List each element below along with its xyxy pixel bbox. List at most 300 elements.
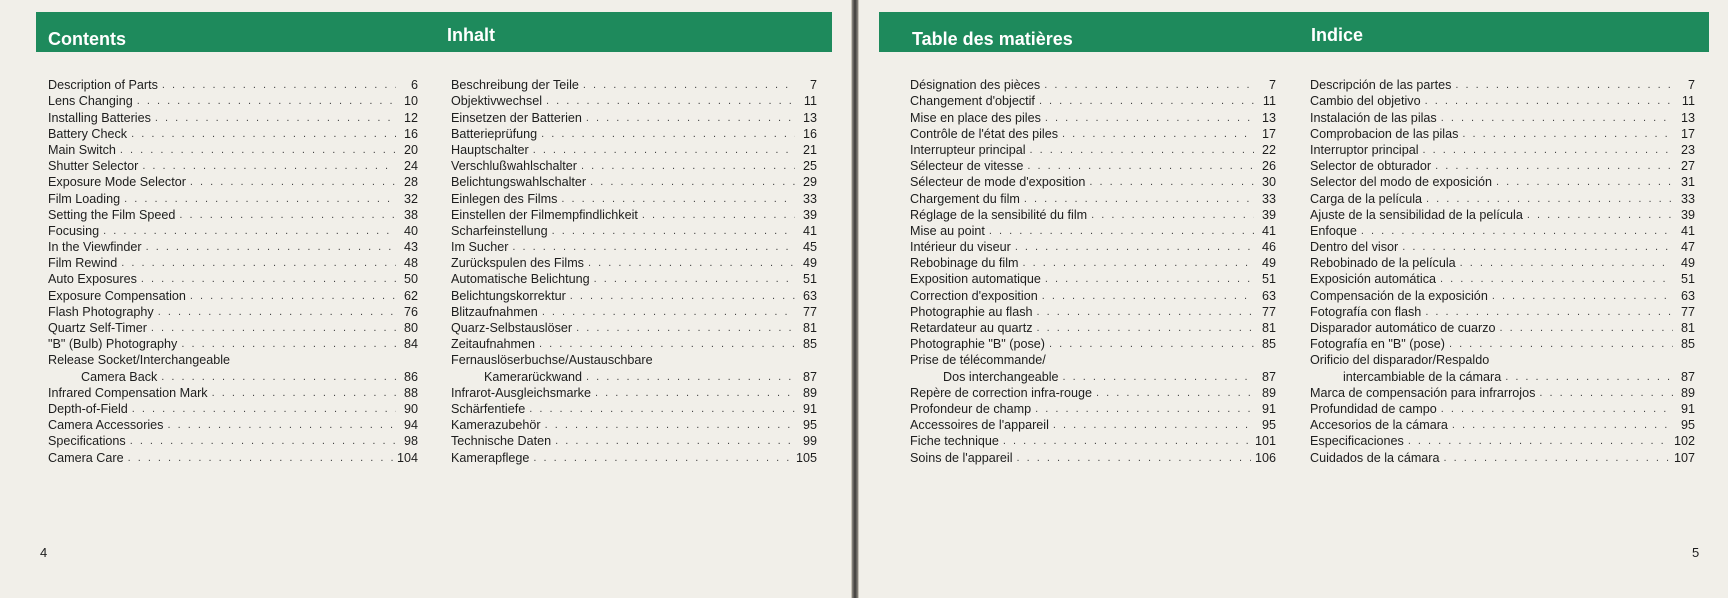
dot-leader xyxy=(1039,94,1254,109)
toc-entry-page: 16 xyxy=(403,126,418,141)
toc-entry xyxy=(910,368,1276,384)
toc-column-spanish xyxy=(1310,77,1695,466)
toc-entry xyxy=(48,304,418,320)
toc-entry xyxy=(451,174,817,190)
toc-entry-title: Auto Exposures xyxy=(48,272,137,287)
toc-entry xyxy=(1310,271,1695,287)
toc-entry xyxy=(451,449,817,465)
toc-entry-page: 12 xyxy=(403,110,418,125)
toc-entry xyxy=(451,352,817,368)
dot-leader xyxy=(989,224,1254,239)
toc-entry-page: 89 xyxy=(1680,385,1695,400)
toc-entry xyxy=(48,287,418,303)
toc-column-french xyxy=(910,77,1276,466)
toc-entry xyxy=(451,207,817,223)
toc-entry-page: 81 xyxy=(1680,321,1695,335)
toc-entry-title: Belichtungskorrektur xyxy=(451,288,566,303)
toc-entry-page: 10 xyxy=(403,94,418,109)
toc-entry-title: Comprobacion de las pilas xyxy=(1310,126,1459,141)
toc-entry xyxy=(910,352,1276,368)
toc-entry-title: Infrarot-Ausgleichsmarke xyxy=(451,385,591,400)
toc-entry-page: 86 xyxy=(403,369,418,384)
toc-entry-title: Zeitaufnahmen xyxy=(451,337,536,352)
toc-entry-title: Instalación de las pilas xyxy=(1310,110,1437,125)
toc-entry-title: Sélecteur de vitesse xyxy=(910,159,1024,174)
dot-leader xyxy=(190,175,396,190)
toc-entry-title: Blitzaufnahmen xyxy=(451,304,538,319)
dot-leader xyxy=(1045,272,1254,287)
dot-leader xyxy=(1440,272,1673,287)
dot-leader xyxy=(158,305,396,320)
toc-entry-title: Camera Care xyxy=(48,450,124,465)
toc-entry-page: 28 xyxy=(403,175,418,190)
toc-entry xyxy=(48,223,418,239)
toc-entry-title: Contrôle de l'état des piles xyxy=(910,126,1059,141)
toc-entry-title: Intérieur du viseur xyxy=(910,240,1011,255)
dot-leader xyxy=(1460,256,1673,271)
dot-leader xyxy=(1425,94,1673,109)
toc-entry-page: 13 xyxy=(1261,110,1276,125)
dot-leader xyxy=(1402,240,1673,255)
toc-entry xyxy=(451,401,817,417)
toc-entry-page: 81 xyxy=(1261,321,1276,335)
toc-entry xyxy=(451,77,817,93)
toc-entry-title: Einsetzen der Batterien xyxy=(451,110,582,125)
toc-entry-title: Batterieprüfung xyxy=(451,126,538,141)
toc-entry xyxy=(451,223,817,239)
toc-entry-page: 87 xyxy=(1680,369,1695,384)
dot-leader xyxy=(1030,143,1254,158)
toc-entry-title: Description of Parts xyxy=(48,78,158,93)
toc-entry xyxy=(1310,255,1695,271)
toc-entry-page: 26 xyxy=(1261,159,1276,174)
dot-leader xyxy=(124,192,396,207)
toc-entry-title: Depth-of-Field xyxy=(48,401,128,416)
toc-entry-page: 25 xyxy=(802,159,817,174)
toc-entry-page: 63 xyxy=(802,288,817,303)
toc-entry xyxy=(451,109,817,125)
toc-entry xyxy=(48,158,418,174)
dot-leader xyxy=(1044,78,1254,93)
dot-leader xyxy=(552,224,795,239)
toc-entry xyxy=(451,417,817,433)
right-page xyxy=(858,0,1728,598)
toc-entry xyxy=(48,352,418,368)
toc-entry-title: Cambio del objetivo xyxy=(1310,94,1421,109)
toc-entry-title: Quarz-Selbstauslöser xyxy=(451,321,573,335)
toc-entry-page: 16 xyxy=(802,126,817,141)
toc-entry-page: 11 xyxy=(1262,94,1276,109)
toc-entry-page: 90 xyxy=(403,401,418,416)
dot-leader xyxy=(1449,337,1673,352)
toc-entry-page: 95 xyxy=(1261,418,1276,433)
toc-entry xyxy=(1310,417,1695,433)
toc-entry-page: 104 xyxy=(396,450,418,465)
toc-entry xyxy=(48,93,418,109)
toc-entry xyxy=(451,239,817,255)
toc-entry xyxy=(1310,158,1695,174)
dot-leader xyxy=(167,418,396,433)
dot-leader xyxy=(1441,402,1673,417)
toc-entry-title: Exposición automática xyxy=(1310,272,1437,287)
dot-leader xyxy=(151,321,396,336)
dot-leader xyxy=(161,370,396,385)
toc-entry-page: 27 xyxy=(1680,159,1695,174)
toc-entry xyxy=(910,417,1276,433)
toc-entry-page: 81 xyxy=(802,321,817,335)
toc-entry-title: Infrared Compensation Mark xyxy=(48,385,208,400)
toc-entry-page: 80 xyxy=(403,321,418,335)
toc-entry-page: 91 xyxy=(802,401,817,416)
dot-leader xyxy=(1017,451,1251,466)
toc-entry-title: Installing Batteries xyxy=(48,110,151,125)
inhalt-heading: Inhalt xyxy=(447,25,495,45)
dot-leader xyxy=(588,256,795,271)
toc-entry xyxy=(1310,174,1695,190)
toc-entry-title: Dentro del visor xyxy=(1310,240,1399,255)
dot-leader xyxy=(642,208,795,223)
toc-entry-page: 98 xyxy=(403,434,418,449)
toc-entry-page: 85 xyxy=(1680,337,1695,352)
dot-leader xyxy=(1023,256,1254,271)
dot-leader xyxy=(1435,159,1673,174)
toc-entry-title: Zurückspulen des Films xyxy=(451,256,584,271)
indice-heading: Indice xyxy=(1311,25,1364,45)
toc-entry xyxy=(910,109,1276,125)
toc-entry xyxy=(1310,207,1695,223)
toc-entry-title: Film Loading xyxy=(48,191,121,206)
toc-entry-page: 33 xyxy=(1261,191,1276,206)
toc-entry-title: Chargement du film xyxy=(910,191,1020,206)
toc-entry xyxy=(48,417,418,433)
toc-entry-title: Objektivwechsel xyxy=(451,94,542,109)
toc-entry-title: Orificio del disparador/Respaldo xyxy=(1310,353,1490,368)
toc-entry xyxy=(48,336,418,352)
dot-leader xyxy=(1425,305,1673,320)
toc-entry-page: 40 xyxy=(403,223,418,238)
toc-entry xyxy=(48,401,418,417)
toc-entry-page: 51 xyxy=(1680,272,1695,287)
toc-entry-page: 101 xyxy=(1254,434,1276,449)
toc-column-english xyxy=(48,77,418,466)
dot-leader xyxy=(1452,418,1673,433)
toc-entry xyxy=(1310,109,1695,125)
toc-entry-page: 63 xyxy=(1261,288,1276,303)
toc-entry-page: 89 xyxy=(1261,385,1276,400)
toc-entry-title: Interruptor principal xyxy=(1310,142,1419,157)
toc-entry-title: Prise de télécommande/ xyxy=(910,353,1046,368)
dot-leader xyxy=(555,434,795,449)
page-number: 4 xyxy=(40,545,48,560)
toc-entry-title: Accessoires de l'appareil xyxy=(910,418,1049,433)
toc-entry xyxy=(451,190,817,206)
toc-entry xyxy=(451,287,817,303)
dot-leader xyxy=(533,143,795,158)
toc-entry xyxy=(1310,352,1695,368)
toc-entry xyxy=(1310,93,1695,109)
toc-entry-page: 7 xyxy=(809,78,817,93)
toc-entry xyxy=(1310,368,1695,384)
dot-leader xyxy=(1003,434,1251,449)
dot-leader xyxy=(128,451,393,466)
toc-entry-title: intercambiable de la cámara xyxy=(1343,369,1502,384)
toc-entry-title: Correction d'exposition xyxy=(910,288,1038,303)
toc-entry-page: 102 xyxy=(1673,434,1695,449)
dot-leader xyxy=(546,94,795,109)
toc-entry-title: Selector del modo de exposición xyxy=(1310,175,1493,190)
dot-leader xyxy=(545,418,795,433)
toc-entry-title: Automatische Belichtung xyxy=(451,272,590,287)
toc-entry-title: Mise au point xyxy=(910,223,985,238)
toc-entry xyxy=(910,207,1276,223)
toc-entry-title: Scharfeinstellung xyxy=(451,223,548,238)
toc-entry-title: Belichtungswahlschalter xyxy=(451,175,587,190)
toc-entry-page: 6 xyxy=(410,78,418,93)
dot-leader xyxy=(1027,159,1254,174)
toc-entry xyxy=(910,336,1276,352)
dot-leader xyxy=(586,370,795,385)
toc-entry-page: 91 xyxy=(1680,401,1695,416)
toc-entry-title: Flash Photography xyxy=(48,304,154,319)
toc-entry xyxy=(48,385,418,401)
toc-entry-title: Hauptschalter xyxy=(451,142,529,157)
dot-leader xyxy=(581,159,795,174)
toc-entry xyxy=(910,304,1276,320)
toc-entry-title: Enfoque xyxy=(1310,223,1357,238)
toc-entry-title: Mise en place des piles xyxy=(910,110,1041,125)
dot-leader xyxy=(181,337,396,352)
toc-entry-title: Descripción de las partes xyxy=(1310,78,1452,93)
toc-entry xyxy=(48,109,418,125)
dot-leader xyxy=(132,402,396,417)
toc-entry-page: 29 xyxy=(802,175,817,190)
toc-entry-title: Fotografía en "B" (pose) xyxy=(1310,337,1445,352)
toc-entry-title: Einstellen der Filmempfindlichkeit xyxy=(451,207,638,222)
dot-leader xyxy=(586,111,795,126)
toc-entry xyxy=(48,320,418,336)
dot-leader xyxy=(1444,451,1670,466)
toc-entry-page: 23 xyxy=(1680,142,1695,157)
toc-entry-title: Marca de compensación para infrarrojos xyxy=(1310,385,1536,400)
toc-entry-page: 20 xyxy=(403,142,418,157)
dot-leader xyxy=(190,289,396,304)
toc-entry-title: Photographie au flash xyxy=(910,304,1033,319)
toc-entry-title: Sélecteur de mode d'exposition xyxy=(910,175,1086,190)
toc-entry-page: 95 xyxy=(1680,418,1695,433)
dot-leader xyxy=(590,175,795,190)
toc-entry xyxy=(451,336,817,352)
page-number: 5 xyxy=(1692,545,1700,560)
toc-entry-title: Compensación de la exposición xyxy=(1310,288,1488,303)
toc-entry xyxy=(451,93,817,109)
dot-leader xyxy=(1426,192,1673,207)
toc-entry xyxy=(1310,449,1695,465)
toc-entry-title: Selector de obturador xyxy=(1310,159,1432,174)
toc-entry-title: Kamerazubehör xyxy=(451,418,541,433)
dot-leader xyxy=(1053,418,1254,433)
toc-entry-title: Fotografía con flash xyxy=(1310,304,1422,319)
toc-entry-page: 51 xyxy=(1261,272,1276,287)
dot-leader xyxy=(512,240,795,255)
toc-entry-page: 13 xyxy=(1680,110,1695,125)
toc-entry-page: 11 xyxy=(803,94,817,109)
table-des-matieres-heading: Table des matières xyxy=(912,29,1073,49)
toc-entry xyxy=(451,158,817,174)
dot-leader xyxy=(1045,111,1254,126)
toc-entry xyxy=(910,320,1276,336)
dot-leader xyxy=(162,78,396,93)
dot-leader xyxy=(561,192,795,207)
dot-leader xyxy=(1042,289,1254,304)
dot-leader xyxy=(1492,289,1673,304)
toc-entry-title: Profundidad de campo xyxy=(1310,401,1437,416)
dot-leader xyxy=(1423,143,1674,158)
toc-entry xyxy=(451,304,817,320)
toc-entry-title: Exposure Compensation xyxy=(48,288,186,303)
dot-leader xyxy=(1049,337,1254,352)
toc-entry xyxy=(451,368,817,384)
toc-entry xyxy=(910,223,1276,239)
toc-entry-page: 49 xyxy=(1261,256,1276,271)
toc-entry xyxy=(48,433,418,449)
toc-entry xyxy=(910,174,1276,190)
toc-entry xyxy=(48,368,418,384)
toc-entry-title: Shutter Selector xyxy=(48,159,139,174)
toc-entry xyxy=(910,401,1276,417)
toc-entry xyxy=(48,190,418,206)
dot-leader xyxy=(142,159,396,174)
toc-entry-page: 39 xyxy=(1680,207,1695,222)
dot-leader xyxy=(539,337,795,352)
toc-entry-title: Cuidados de la cámara xyxy=(1310,450,1440,465)
dot-leader xyxy=(141,272,396,287)
dot-leader xyxy=(1505,370,1673,385)
toc-entry-title: Einlegen des Films xyxy=(451,191,558,206)
dot-leader xyxy=(146,240,396,255)
toc-entry xyxy=(1310,304,1695,320)
dot-leader xyxy=(120,143,396,158)
dot-leader xyxy=(1091,208,1254,223)
toc-entry-page: 7 xyxy=(1687,78,1695,93)
dot-leader xyxy=(1037,321,1254,336)
toc-entry xyxy=(910,93,1276,109)
toc-entry-title: Repère de correction infra-rouge xyxy=(910,385,1093,400)
toc-entry-title: Soins de l'appareil xyxy=(910,450,1013,465)
toc-entry-page: 33 xyxy=(1680,191,1695,206)
toc-entry-page: 43 xyxy=(403,240,418,255)
toc-entry-title: Quartz Self-Timer xyxy=(48,321,147,335)
dot-leader xyxy=(1063,370,1254,385)
toc-entry xyxy=(48,207,418,223)
toc-entry xyxy=(451,433,817,449)
dot-leader xyxy=(1527,208,1673,223)
toc-entry-page: 17 xyxy=(1261,126,1276,141)
toc-entry-page: 50 xyxy=(403,272,418,287)
toc-entry-title: Camera Back xyxy=(81,369,158,384)
toc-entry-page: 30 xyxy=(1261,175,1276,190)
toc-entry-page: 107 xyxy=(1673,450,1695,465)
dot-leader xyxy=(103,224,396,239)
dot-leader xyxy=(130,434,396,449)
toc-entry-page: 33 xyxy=(802,191,817,206)
toc-entry xyxy=(48,174,418,190)
toc-entry xyxy=(48,449,418,465)
toc-entry-page: 87 xyxy=(1261,369,1276,384)
dot-leader xyxy=(533,451,792,466)
toc-entry-title: Technische Daten xyxy=(451,434,552,449)
toc-entry xyxy=(1310,126,1695,142)
toc-entry-title: Focusing xyxy=(48,223,100,238)
toc-entry-title: Désignation des pièces xyxy=(910,78,1041,93)
toc-entry-title: Kamerarückwand xyxy=(484,369,582,384)
toc-entry xyxy=(910,239,1276,255)
dot-leader xyxy=(541,127,795,142)
toc-entry-title: Disparador automático de cuarzo xyxy=(1310,321,1496,335)
toc-entry-title: "B" (Bulb) Photography xyxy=(48,337,178,352)
toc-entry-page: 99 xyxy=(802,434,817,449)
dot-leader xyxy=(1015,240,1254,255)
toc-entry xyxy=(910,385,1276,401)
toc-entry-title: Accesorios de la cámara xyxy=(1310,418,1448,433)
dot-leader xyxy=(1496,175,1673,190)
toc-entry xyxy=(451,385,817,401)
toc-entry xyxy=(451,271,817,287)
toc-entry xyxy=(1310,239,1695,255)
toc-entry-title: Beschreibung der Teile xyxy=(451,78,579,93)
dot-leader xyxy=(583,78,795,93)
toc-entry-title: Battery Check xyxy=(48,126,128,141)
toc-entry-title: Interrupteur principal xyxy=(910,142,1026,157)
toc-entry-page: 41 xyxy=(802,223,817,238)
toc-entry-page: 94 xyxy=(403,418,418,433)
toc-entry-title: Réglage de la sensibilité du film xyxy=(910,207,1088,222)
toc-entry xyxy=(451,126,817,142)
toc-entry xyxy=(48,239,418,255)
dot-leader xyxy=(155,111,396,126)
toc-entry-page: 95 xyxy=(802,418,817,433)
toc-entry-title: Im Sucher xyxy=(451,240,509,255)
toc-entry-title: Dos interchangeable xyxy=(943,369,1059,384)
toc-entry-page: 87 xyxy=(802,369,817,384)
toc-entry xyxy=(48,77,418,93)
toc-entry-title: Profondeur de champ xyxy=(910,401,1032,416)
toc-entry-page: 49 xyxy=(802,256,817,271)
toc-entry-page: 7 xyxy=(1268,78,1276,93)
contents-heading: Contents xyxy=(48,29,126,49)
toc-entry xyxy=(451,142,817,158)
toc-entry-page: 22 xyxy=(1261,142,1276,157)
dot-leader xyxy=(1024,192,1254,207)
toc-entry-page: 32 xyxy=(403,191,418,206)
toc-entry-title: Verschlußwahlschalter xyxy=(451,159,577,174)
toc-entry-page: 106 xyxy=(1254,450,1276,465)
toc-entry-title: Especificaciones xyxy=(1310,434,1404,449)
toc-entry-page: 39 xyxy=(1261,207,1276,222)
toc-entry-title: In the Viewfinder xyxy=(48,240,142,255)
toc-column-german xyxy=(451,77,817,466)
dot-leader xyxy=(594,272,795,287)
toc-entry-page: 31 xyxy=(1680,175,1695,190)
toc-entry-page: 76 xyxy=(403,304,418,319)
toc-entry-page: 51 xyxy=(802,272,817,287)
toc-entry xyxy=(910,449,1276,465)
toc-entry-page: 91 xyxy=(1261,401,1276,416)
toc-entry xyxy=(910,255,1276,271)
toc-entry-page: 89 xyxy=(802,385,817,400)
toc-entry-page: 13 xyxy=(802,110,817,125)
toc-entry xyxy=(910,190,1276,206)
toc-entry xyxy=(1310,223,1695,239)
